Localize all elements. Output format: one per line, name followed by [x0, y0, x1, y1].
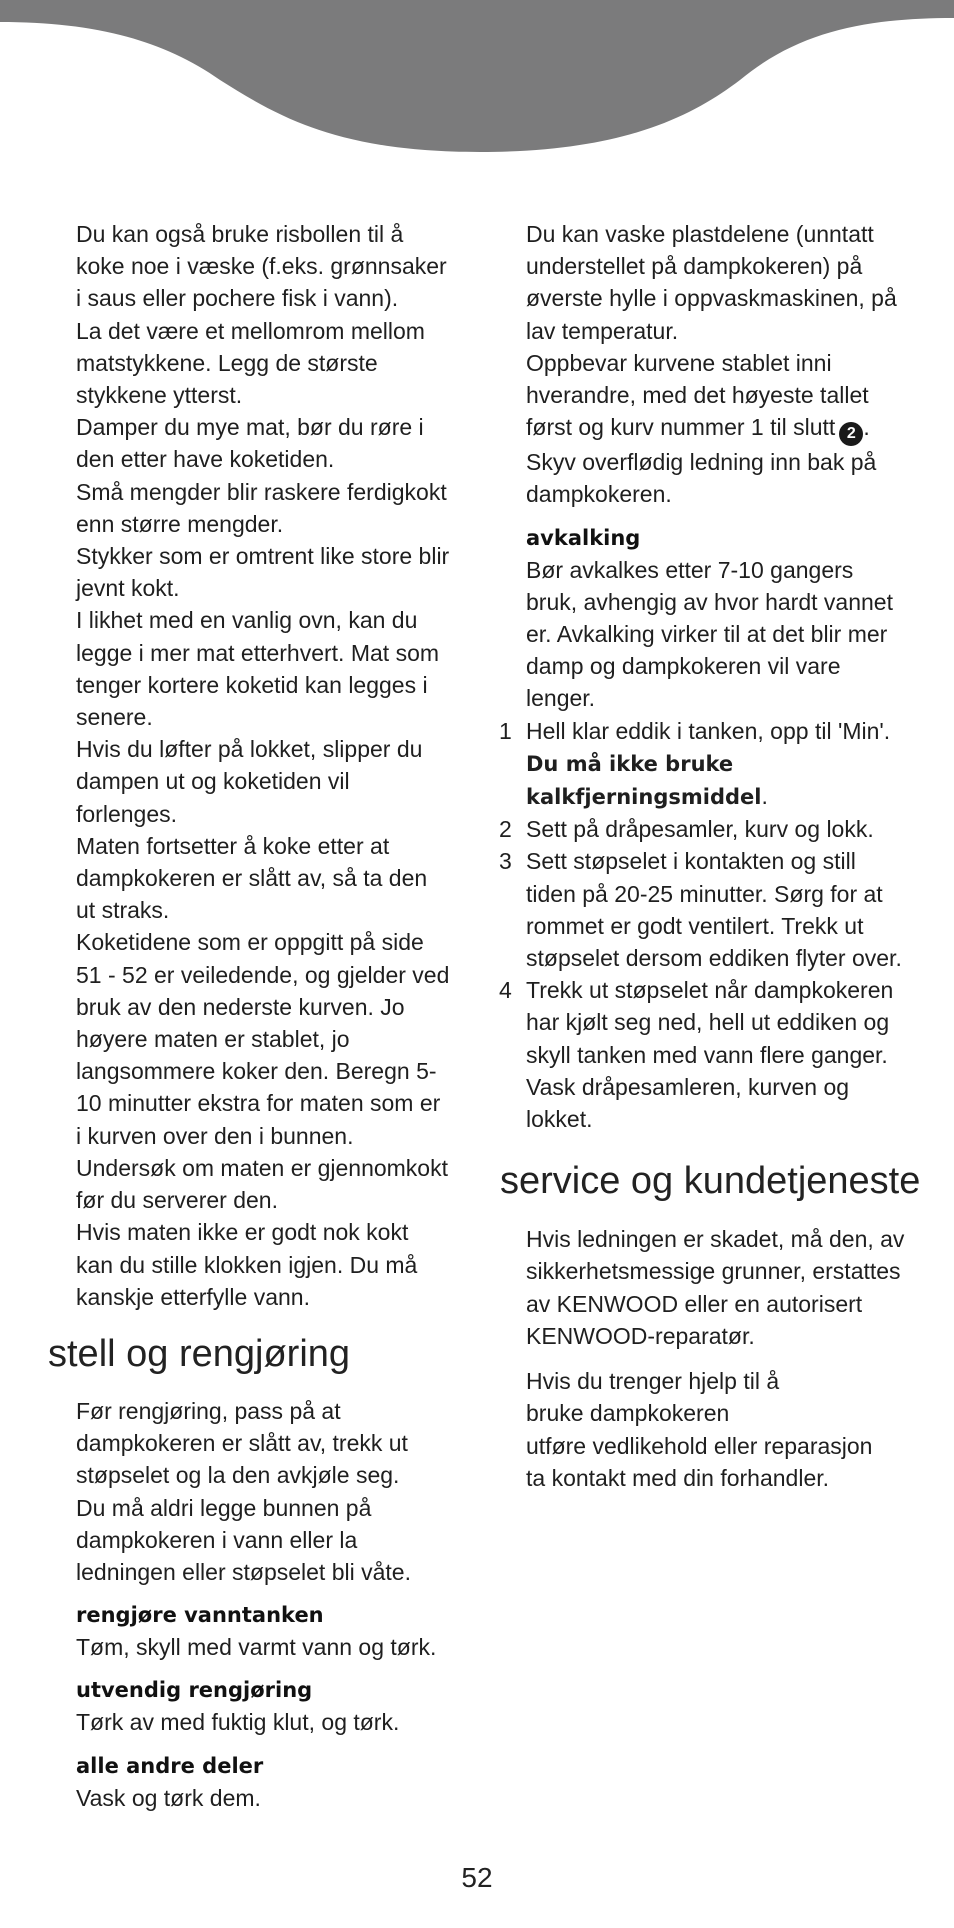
service-text [526, 1223, 926, 1352]
care-section [76, 1395, 470, 1814]
text-line: Hvis du løfter på lokket, slipper du [76, 736, 423, 763]
text-line: ut straks. [76, 897, 170, 924]
descale-step-3 [499, 845, 926, 974]
store-baskets-text: først og kurv nummer 1 til slutt [526, 414, 836, 441]
text-line: jevnt kokt. [76, 575, 180, 602]
descale-intro [526, 554, 926, 715]
text-line: ta kontakt med din forhandler. [526, 1464, 830, 1491]
text-line: bruk av den nederste kurven. Jo [76, 993, 405, 1020]
header-wave-banner [0, 0, 954, 160]
text-line: senere. [76, 704, 153, 731]
text-line: kan du stille klokken igjen. Du må [76, 1251, 418, 1278]
text-line: legge i mer mat etterhvert. Mat som [76, 639, 440, 666]
step-line: skyll tanken med vann flere ganger. [526, 1041, 888, 1068]
text-line: Før rengjøring, pass på at [76, 1398, 341, 1424]
text-line: i saus eller pochere fisk i vann). [76, 285, 399, 312]
text-line: dampkokeren. [526, 481, 672, 508]
text-line: Du må aldri legge bunnen på [76, 1494, 372, 1521]
text-line: La det være et mellomrom mellom [76, 317, 425, 344]
care-section-heading: stell og rengjøring [48, 1333, 351, 1375]
step-line: Vask dråpesamleren, kurven og [526, 1073, 850, 1100]
text-line: lenger. [526, 685, 596, 712]
text-line: 51 - 52 er veiledende, og gjelder ved [76, 961, 450, 988]
text-line: Maten fortsetter å koke etter at [76, 832, 390, 859]
step-line: har kjølt seg ned, hell ut eddiken og [526, 1009, 890, 1036]
step-text [526, 974, 926, 1135]
text-line: Oppbevar kurvene stablet inni [526, 349, 832, 376]
descale-step-2 [499, 813, 926, 845]
exterior-cleaning-text: Tørk av med fuktig klut, og tørk. [76, 1709, 400, 1736]
text-line: Du kan vaske plastdelene (unntatt [526, 221, 874, 247]
cord-storage [526, 446, 926, 510]
text-line: Små mengder blir raskere ferdigkokt [76, 478, 447, 505]
text-line: Du kan også bruke risbollen til å [76, 221, 404, 247]
store-baskets-line [526, 411, 926, 446]
water-tank-heading: rengjøre vanntanken [76, 1603, 324, 1628]
text-line: den etter have koketiden. [76, 446, 335, 473]
text-line: kanskje etterfylle vann. [76, 1283, 310, 1310]
text-line: dampkokeren er slått av, så ta den [76, 865, 428, 892]
text-line: stykkene ytterst. [76, 382, 243, 409]
step-line: lokket. [526, 1106, 593, 1133]
step-line: rommet er godt ventilert. Trekk ut [526, 912, 864, 939]
warning-line-2: kalkfjerningsmiddel [526, 785, 762, 810]
text-line: i kurven over den i bunnen. [76, 1122, 354, 1149]
text-line: Skyv overflødig ledning inn bak på [526, 449, 877, 476]
text-line: forlenges. [76, 800, 178, 827]
text-line: Undersøk om maten er gjennomkokt [76, 1154, 448, 1181]
text-line: dampen ut og koketiden vil [76, 768, 350, 795]
text-line: damp og dampkokeren vil vare [526, 653, 841, 680]
step-line: Sett støpselet i kontakten og still [526, 848, 856, 875]
descale-step-4 [499, 974, 926, 1135]
warning-punct: . [761, 783, 768, 810]
step-number: 4 [499, 977, 512, 1004]
service-section-heading: service og kundetjeneste [500, 1160, 921, 1203]
text-line: er. Avkalking virker til at det blir mer [526, 621, 888, 648]
warning-line-1: Du må ikke bruke [526, 751, 734, 776]
usage-tips [76, 218, 470, 1313]
text-line: utføre vedlikehold eller reparasjon [526, 1432, 873, 1459]
text-line: enn større mengder. [76, 510, 284, 537]
step-line: støpselet dersom eddiken flyter over. [526, 945, 902, 972]
text-line: bruke dampkokeren [526, 1400, 730, 1427]
text-line: koke noe i væske (f.eks. grønnsaker [76, 253, 447, 280]
step-text: Hell klar eddik i tanken, opp til 'Min'. [526, 717, 891, 744]
page-number: 52 [461, 1862, 493, 1893]
left-column [76, 218, 470, 1313]
care-intro [76, 1395, 470, 1588]
right-column [499, 218, 926, 1494]
text-line: KENWOOD-reparatør. [526, 1322, 755, 1349]
text-line: sikkerhetsmessige grunner, erstattes [526, 1258, 901, 1285]
other-parts-heading: alle andre deler [76, 1753, 264, 1778]
text-line: høyere maten er stablet, jo [76, 1026, 350, 1053]
step-number: 3 [499, 848, 512, 875]
text-line: øverste hylle i oppvaskmaskinen, på [526, 285, 897, 312]
step-number: 1 [499, 717, 512, 744]
dishwasher-info [526, 218, 926, 411]
text-line: dampkokeren i vann eller la [76, 1526, 358, 1553]
water-tank-text: Tøm, skyll med varmt vann og tørk. [76, 1634, 437, 1661]
text-line: tenger kortere koketid kan legges i [76, 671, 428, 698]
text-line: Hvis du trenger hjelp til å [526, 1368, 780, 1395]
text-line: ledningen eller støpselet bli våte. [76, 1559, 411, 1586]
text-line: 10 minutter ekstra for maten som er [76, 1090, 441, 1117]
help-text [526, 1365, 926, 1494]
text-line: Koketidene som er oppgitt på side [76, 929, 424, 956]
step-line: tiden på 20-25 minutter. Sørg for at [526, 880, 883, 907]
text-line: støpselet og la den avkjøle seg. [76, 1462, 400, 1489]
text-line: Bør avkalkes etter 7-10 gangers [526, 556, 854, 583]
descale-heading: avkalking [526, 525, 641, 550]
text-line: Hvis maten ikke er godt nok kokt [76, 1219, 409, 1246]
figure-2-badge: 2 [839, 422, 863, 446]
text-line: Stykker som er omtrent like store blir [76, 543, 450, 570]
descale-step-1 [499, 715, 926, 814]
step-number: 2 [499, 816, 512, 843]
step-line: Trekk ut støpselet når dampkokeren [526, 977, 894, 1004]
step-text [526, 845, 926, 974]
text-line: Hvis ledningen er skadet, må den, av [526, 1226, 905, 1253]
step-text: Sett på dråpesamler, kurv og lokk. [526, 816, 874, 843]
other-parts-text: Vask og tørk dem. [76, 1784, 261, 1811]
store-baskets-punct: . [863, 414, 870, 441]
text-line: langsommere koker den. Beregn 5- [76, 1058, 437, 1085]
text-line: før du serverer den. [76, 1187, 278, 1214]
text-line: bruk, avhengig av hvor hardt vannet [526, 588, 893, 615]
text-line: Damper du mye mat, bør du røre i [76, 414, 424, 441]
text-line: matstykkene. Legg de største [76, 349, 378, 376]
exterior-cleaning-heading: utvendig rengjøring [76, 1678, 313, 1703]
text-line: I likhet med en vanlig ovn, kan du [76, 607, 418, 634]
text-line: hverandre, med det høyeste tallet [526, 382, 869, 409]
text-line: av KENWOOD eller en autorisert [526, 1290, 863, 1317]
text-line: dampkokeren er slått av, trekk ut [76, 1430, 408, 1457]
descale-steps [499, 715, 926, 1136]
text-line: understellet på dampkokeren) på [526, 253, 863, 280]
text-line: lav temperatur. [526, 317, 679, 344]
